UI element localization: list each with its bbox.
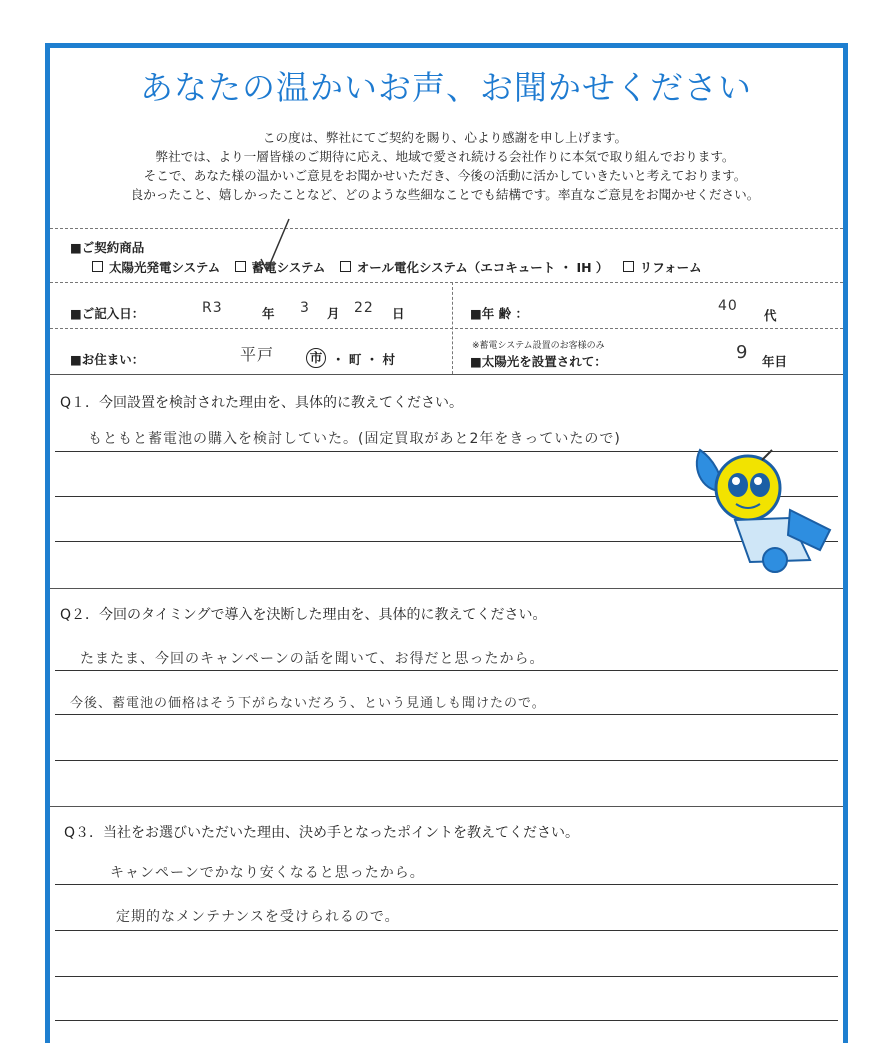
answer-line[interactable]: キャンペーンでかなり安くなると思ったから。 bbox=[110, 865, 425, 881]
address-city bbox=[306, 348, 326, 368]
age-label: ■年 齢 ： bbox=[470, 306, 529, 321]
intro-line: 弊社では、より一層皆様のご期待に応え、地域で愛され続ける会社作りに本気で取り組んでおります。 bbox=[155, 149, 735, 164]
address-town-village: ・ 町 ・ 村 bbox=[332, 352, 396, 367]
selected-circle-icon: 市 bbox=[306, 348, 326, 368]
product-option-reform[interactable]: リフォーム bbox=[623, 260, 702, 275]
contract-label: ■ご契約商品 bbox=[70, 240, 145, 255]
checkbox-icon[interactable] bbox=[340, 261, 351, 272]
solar-years-label: ■太陽光を設置されて： bbox=[470, 354, 607, 369]
section-divider bbox=[50, 806, 843, 807]
question-3: Q３．当社をお選びいただいた理由、決め手となったポイントを教えてください。 bbox=[64, 825, 580, 841]
answer-rule bbox=[55, 884, 838, 885]
month-unit: 月 bbox=[327, 306, 340, 321]
product-option-all-electric[interactable]: オール電化システム（エコキュート ・ IH ） bbox=[340, 260, 609, 275]
product-options bbox=[92, 258, 712, 276]
address-label: ■お住まい： bbox=[70, 352, 145, 367]
product-option-battery[interactable]: 蓄電システム bbox=[235, 260, 326, 275]
intro-line: そこで、あなた様の温かいご意見をお聞かせいただき、今後の活動に活かしていきたいと考えております。 bbox=[143, 168, 747, 183]
date-era[interactable]: R3 bbox=[202, 300, 223, 316]
answer-rule bbox=[55, 930, 838, 931]
date-month[interactable]: 3 bbox=[300, 300, 310, 316]
checkbox-icon[interactable] bbox=[92, 261, 103, 272]
intro-line: 良かったこと、嬉しかったことなど、どのような些細なことでも結構です。率直なご意見をお聞かせください。 bbox=[130, 187, 760, 202]
answer-rule bbox=[55, 670, 838, 671]
date-day[interactable]: 22 bbox=[354, 300, 374, 316]
answer-rule bbox=[55, 1020, 838, 1021]
product-option-solar[interactable]: 太陽光発電システム bbox=[92, 260, 220, 275]
divider bbox=[50, 228, 843, 229]
divider bbox=[50, 282, 843, 283]
checkbox-icon[interactable] bbox=[623, 261, 634, 272]
question-2: Q２．今回のタイミングで導入を決断した理由を、具体的に教えてください。 bbox=[60, 607, 547, 623]
solar-years-value[interactable]: 9 bbox=[736, 342, 749, 363]
battery-note: ※蓄電システム設置のお客様のみ bbox=[472, 341, 605, 351]
day-unit: 日 bbox=[392, 306, 405, 321]
age-value[interactable]: 40 bbox=[718, 298, 738, 314]
answer-line[interactable]: たまたま、今回のキャンペーンの話を聞いて、お得だと思ったから。 bbox=[80, 651, 545, 667]
question-1: Q１．今回設置を検討された理由を、具体的に教えてください。 bbox=[60, 395, 464, 411]
answer-line[interactable]: もともと蓄電池の購入を検討していた。(固定買取があと2年をきっていたので) bbox=[88, 431, 621, 447]
section-divider bbox=[50, 588, 843, 589]
page-title: あなたの温かいお声、お聞かせください bbox=[140, 68, 752, 107]
divider bbox=[50, 328, 843, 329]
mascot-icon bbox=[680, 440, 840, 580]
intro-line: この度は、弊社にてご契約を賜り、心より感謝を申し上げます。 bbox=[262, 130, 628, 145]
answer-line[interactable]: 今後、蓄電池の価格はそう下がらないだろう、という見通しも聞けたので。 bbox=[70, 696, 546, 711]
check-mark-icon bbox=[255, 215, 295, 277]
year-unit: 年 bbox=[262, 306, 275, 321]
solar-years-unit: 年目 bbox=[762, 354, 788, 369]
date-label: ■ご記入日： bbox=[70, 306, 145, 321]
answer-rule bbox=[55, 760, 838, 761]
answer-rule bbox=[55, 714, 838, 715]
answer-line[interactable]: 定期的なメンテナンスを受けられるので。 bbox=[116, 909, 400, 925]
address-value[interactable]: 平戸 bbox=[240, 345, 275, 364]
intro-text bbox=[60, 128, 830, 204]
section-divider bbox=[50, 374, 843, 375]
checkbox-icon[interactable] bbox=[235, 261, 246, 272]
age-unit: 代 bbox=[764, 308, 777, 323]
answer-rule bbox=[55, 976, 838, 977]
